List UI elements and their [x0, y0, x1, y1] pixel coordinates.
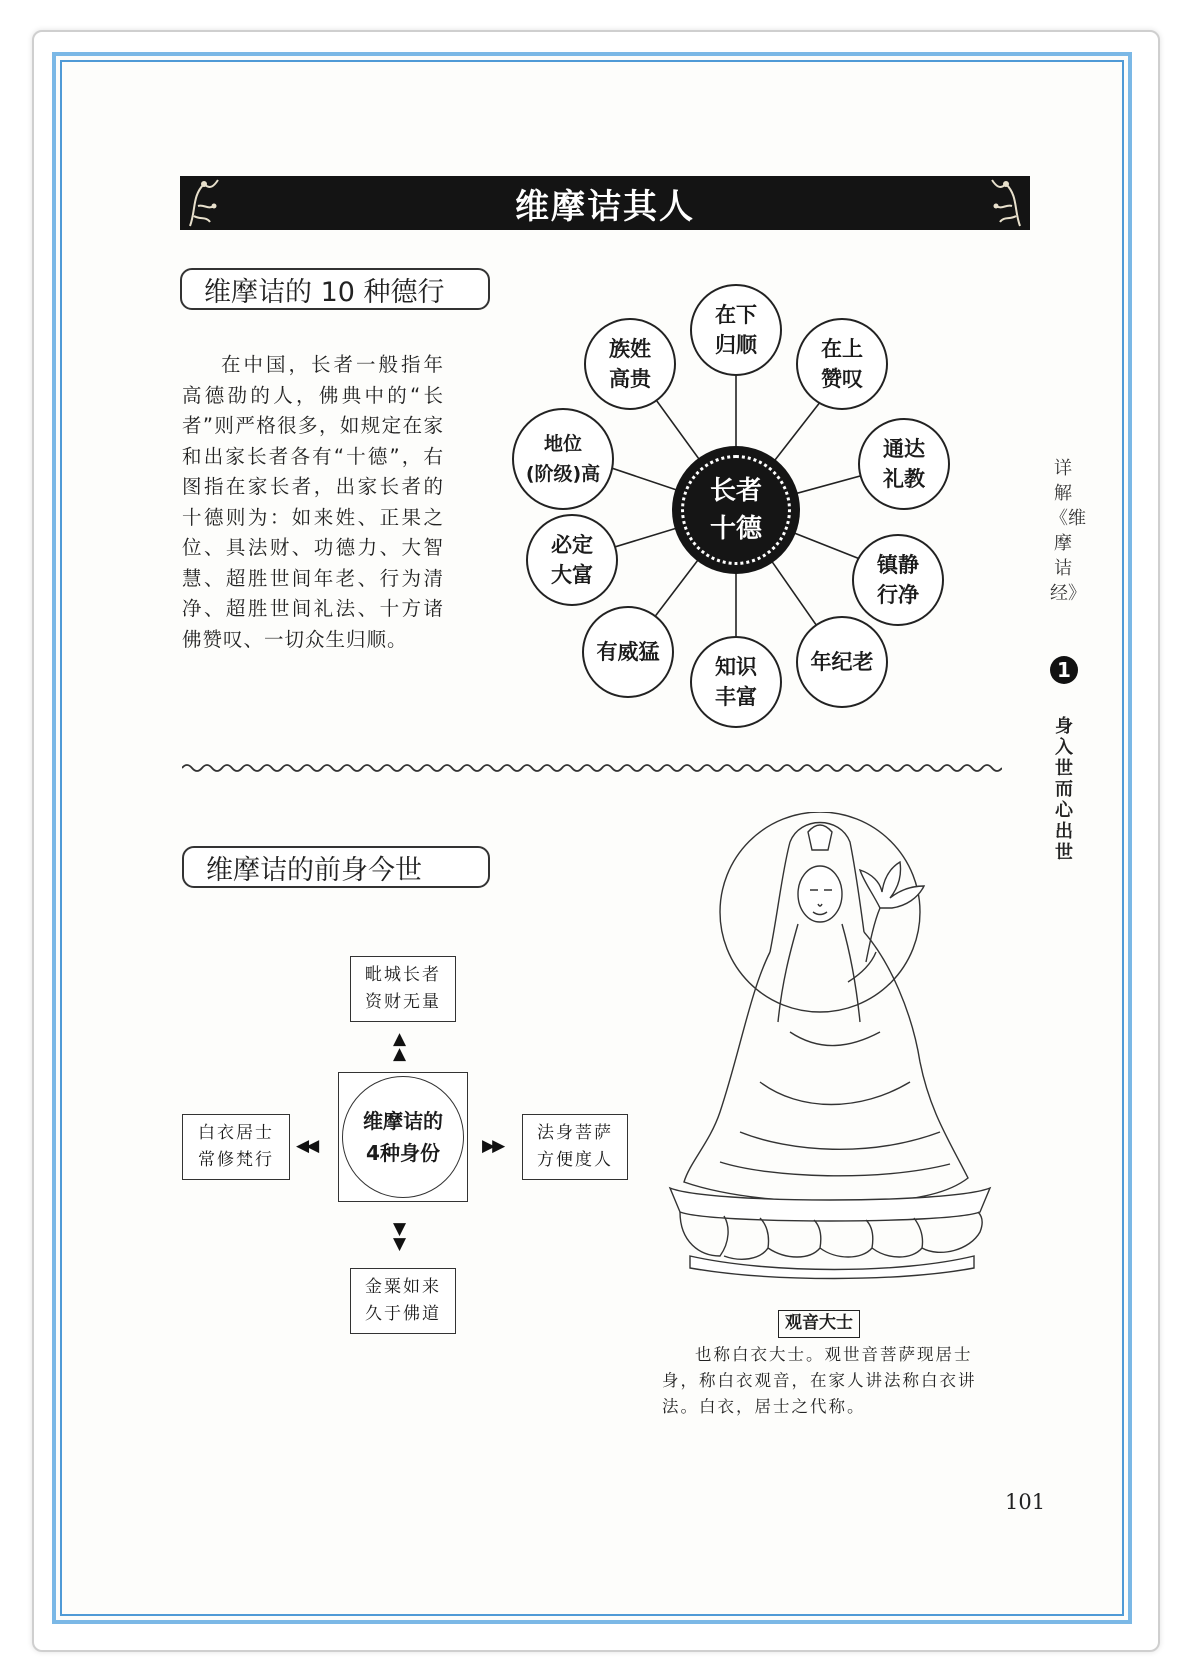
chapter-header-bar [180, 176, 1030, 230]
wheel-hub: 长者 十德 [672, 446, 800, 574]
identity-right-box: 法身菩萨 方便度人 [522, 1114, 628, 1180]
virtue-node-6: 知识 丰富 [690, 636, 782, 728]
virtue-node-1: 在下 归顺 [690, 284, 782, 376]
virtue-node-10: 族姓 高贵 [584, 318, 676, 410]
guanyin-illustration [650, 812, 1010, 1282]
section-tag-virtues-label: 维摩诘的 10 种德行 [204, 276, 445, 308]
sidebar-chapter-title: 身入世而心出世 [1055, 716, 1073, 863]
wavy-divider [182, 760, 1002, 776]
virtue-node-4: 镇静 行净 [852, 534, 944, 626]
virtues-paragraph: 在中国，长者一般指年高德劭的人，佛典中的“长者”则严格很多，如规定在家和出家长者各有“十德”，右图指在家长者，出家长者的十德则为：如来姓、正果之位、具法财、功德力、大智慧、超胜世间年老、行为清净、超胜世间礼法、十方诸佛赞叹、一切众生归顺。 [182, 353, 444, 651]
virtue-node-9: 地位 (阶级)高 [512, 408, 614, 510]
arrow-left-icon: ◀◀ [296, 1136, 317, 1156]
figure-caption-text: 也称白衣大士。观世音菩萨现居士身，称白衣观音，在家人讲法称白衣讲法。白衣，居士之代称。 [662, 1345, 977, 1416]
floral-ornament-left-icon [184, 176, 228, 230]
sidebar-book-title: 详解《维摩诘经》 [1050, 458, 1086, 604]
ten-virtues-wheel-diagram [500, 282, 980, 742]
floral-ornament-right-icon [982, 176, 1026, 230]
identity-center-box [338, 1072, 468, 1202]
section-tag-virtues [180, 268, 490, 310]
section-tag-identities [182, 846, 490, 888]
virtue-node-5: 年纪老 [796, 616, 888, 708]
arrow-down-icon: ▼ ▼ [393, 1219, 404, 1254]
virtue-node-8: 必定 大富 [526, 514, 618, 606]
virtue-node-3: 通达 礼教 [858, 418, 950, 510]
virtue-node-7: 有威猛 [582, 606, 674, 698]
page-number: 101 [1005, 1490, 1046, 1514]
chapter-title: 维摩诘其人 [515, 186, 695, 227]
arrow-up-icon: ▲ ▲ [393, 1029, 404, 1064]
figure-caption-title: 观音大士 [778, 1310, 860, 1338]
arrow-right-icon: ▶▶ [482, 1136, 503, 1156]
section-tag-identities-label: 维摩诘的前身今世 [206, 854, 422, 886]
identity-center-label: 维摩诘的 4种身份 [342, 1076, 464, 1198]
identity-bottom-box: 金粟如来 久于佛道 [350, 1268, 456, 1334]
identity-left-box: 白衣居士 常修梵行 [182, 1114, 290, 1180]
chapter-number-badge: 1 [1050, 656, 1078, 684]
identity-top-box: 毗城长者 资财无量 [350, 956, 456, 1022]
virtue-node-2: 在上 赞叹 [796, 318, 888, 410]
